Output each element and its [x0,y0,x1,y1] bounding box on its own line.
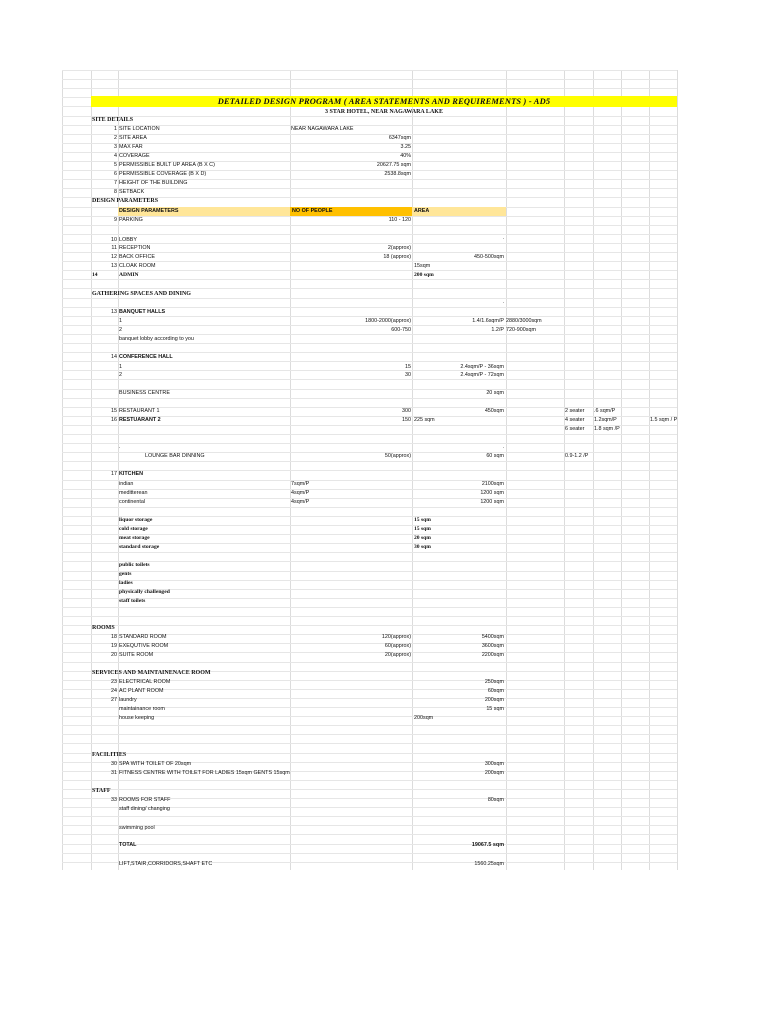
grid-row-line [62,789,677,790]
row-value: 300 [402,408,411,414]
row-number: 20 [111,652,117,658]
row-label: KITCHEN [119,471,143,477]
row-area: 2200sqm [481,652,504,658]
document-subtitle: 3 STAR HOTEL, NEAR NAGAWARA LAKE [325,109,443,115]
row-label: PARKING [119,217,143,223]
row-label: meat storage [119,535,150,541]
row-value: 40% [400,153,411,159]
row-area: 1200 sqm [480,490,504,496]
grid-row-line [62,188,677,189]
row-number: 30 [111,761,117,767]
grid-row-line [62,461,677,462]
row-rate: 1.2/P [491,327,504,333]
row-number: 12 [111,254,117,260]
row-area: 250sqm [484,679,504,685]
row-area: 200sqm [414,715,434,721]
dot-mark: . [503,299,505,305]
column-header: AREA [414,208,430,214]
grid-row-line [62,816,677,817]
row-number: 31 [111,770,117,776]
grid-row-line [62,698,677,699]
row-area: 2100sqm [481,481,504,487]
row-value: 50(approx) [384,453,411,459]
section-design-parameters: DESIGN PARAMETERS [92,198,159,204]
row-label: PERMISSIBLE COVERAGE (B X D) [119,171,207,177]
row-index: 2 [119,327,122,333]
seater-label: 6 seater [565,426,585,432]
row-index: 2 [119,372,122,378]
row-number: 18 [111,634,117,640]
dot-mark: . [119,444,121,450]
row-label: SPA WITH TOILET OF 20sqm [119,761,192,767]
row-area: 720-900sqm [506,327,536,333]
row-number: 33 [111,797,117,803]
row-area: 1200 sqm [480,499,504,505]
row-area: 450sqm [484,408,504,414]
grid-row-line [62,279,677,280]
row-label: ADMIN [119,272,139,278]
row-number: 11 [111,245,117,251]
row-label: COVERAGE [119,153,150,159]
grid-column-line [677,70,678,870]
row-index: 1 [119,364,122,370]
grid-row-line [62,489,677,490]
row-value: NEAR NAGAWARA LAKE [291,126,354,132]
row-label: RECEPTION [119,245,151,251]
grid-row-line [62,443,677,444]
row-index: 1 [119,318,122,324]
row-number: 17 [111,471,117,477]
grid-row-line [62,552,677,553]
row-label: SETBACK [119,189,145,195]
row-label: AC PLANT ROOM [119,688,164,694]
row-label: standard storage [119,544,160,550]
row-number: 7 [114,180,117,186]
row-label: ladies [119,580,133,586]
row-label: staff dining/ changing [119,806,170,812]
row-number: 1 [114,126,117,132]
row-area: 60 sqm [486,453,504,459]
row-label: BANQUET HALLS [119,309,166,315]
row-area: 450-500sqm [474,254,504,260]
grid-row-line [62,571,677,572]
grid-row-line [62,753,677,754]
row-number: 13 [111,309,117,315]
row-area: 30 sqm [414,544,431,550]
row-number: 8 [114,189,117,195]
section-services: SERVICES AND MAINTAINENACE ROOM [92,670,211,676]
grid-row-line [62,625,677,626]
section-gathering: GATHERING SPACES AND DINING [92,291,191,297]
row-area: 200sqm [484,697,504,703]
row-area: 20 sqm [486,390,504,396]
row-value: 1800-2000(approx) [365,318,411,324]
grid-row-line [62,516,677,517]
grid-row-line [62,598,677,599]
row-label: house keeping [119,715,155,721]
row-value: 120(approx) [381,634,411,640]
row-label: STANDARD ROOM [119,634,167,640]
seater-rate: .6 sqm/P [594,408,616,414]
row-number: 13 [111,263,117,269]
grid-row-line [62,734,677,735]
grid-row-line [62,88,677,89]
row-number: 14 [111,354,117,360]
row-label: EXEQUTIVE ROOM [119,643,169,649]
row-value: 110 - 120 [388,217,411,223]
row-area: 15 sqm [414,517,431,523]
grid-row-line [62,525,677,526]
row-area: 200sqm [484,770,504,776]
grid-row-line [62,425,677,426]
row-rate: 4sqm/P [291,499,310,505]
row-value: 60(approx) [384,643,411,649]
row-area: 2.4sqm/P - 36sqm [460,364,504,370]
row-number: 4 [114,153,117,159]
row-label: CONFERENCE HALL [119,354,173,360]
row-value: 600-750 [391,327,411,333]
grid-row-line [62,470,677,471]
seater-label: 4 seater [565,417,585,423]
row-label: LOBBY [119,237,137,243]
row-number: 10 [111,237,117,243]
row-area: 5400sqm [481,634,504,640]
row-area: 3600sqm [481,643,504,649]
row-value: 6347sqm [388,135,411,141]
grid-row-line [62,834,677,835]
row-area: 2.4sqm/P - 72sqm [460,372,504,378]
row-label: ELECTRICAL ROOM [119,679,171,685]
grid-row-line [62,480,677,481]
row-rate: 7sqm/P [291,481,310,487]
row-label: continental [119,499,146,505]
row-label: FITNESS CENTRE WITH TOILET FOR LADIES 15sqm GENTS 15sqm [119,770,290,776]
row-note: banquet lobby according to you [119,336,194,342]
row-label: indian [119,481,134,487]
grid-row-line [62,743,677,744]
section-site-details: SITE DETAILS [92,117,134,123]
grid-row-line [62,616,677,617]
dot-mark: . [503,235,505,241]
grid-row-line [62,498,677,499]
column-header: NO OF PEOPLE [292,208,333,214]
row-value: 20627.75 sqm [376,162,411,168]
row-label: SITE AREA [119,135,147,141]
row-value: 30 [405,372,411,378]
row-number: 27 [111,697,117,703]
section-rooms: ROOMS [92,625,115,631]
row-area: 300sqm [484,761,504,767]
row-number: 3 [114,144,117,150]
row-label: maintainance room [119,706,165,712]
row-label: PERMISSIBLE BUILT UP AREA (B X C) [119,162,215,168]
document-title: DETAILED DESIGN PROGRAM ( AREA STATEMENTS AND REQUIREMENTS ) - AD5 [217,97,551,106]
total-value: 19067.5 sqm [471,842,504,848]
section-staff: STAFF [92,788,111,794]
row-label: LOUNGE BAR DINNING [145,453,205,459]
row-value: 18 (approx) [383,254,411,260]
row-value: 2(approx) [387,245,411,251]
row-area: 225 sqm [414,417,435,423]
row-area: 20 sqm [414,535,431,541]
row-value: 20(approx) [384,652,411,658]
grid-row-line [62,534,677,535]
row-number: 24 [111,688,117,694]
row-label: BACK OFFICE [119,254,155,260]
section-facilities: FACILITIES [92,752,127,758]
row-area: 60sqm [487,688,504,694]
spreadsheet [62,70,677,870]
grid-row-line [62,844,677,845]
seater-label: 2 seater [565,408,585,414]
row-label: cold storage [119,526,148,532]
row-number: 16 [111,417,117,423]
row-value: 2538.8sqm [384,171,411,177]
row-label: RESTAURANT 1 [119,408,160,414]
row-label: gents [119,571,132,577]
row-label: LIFT,STAIR,CORRIDORS,SHAFT ETC [119,861,213,867]
row-value: 150 [402,417,411,423]
row-rate: 4sqm/P [291,490,310,496]
seater-rate: 1.8 sqm /P [594,426,620,432]
row-label: MAX FAR [119,144,143,150]
row-area: 200 sqm [414,272,434,278]
row-value: 3.25 [400,144,411,150]
row-label: SUITE ROOM [119,652,154,658]
grid-row-line [62,725,677,726]
row-number: 5 [114,162,117,168]
grid-row-line [62,561,677,562]
row-label: SITE LOCATION [119,126,160,132]
grid-row-line [62,234,677,235]
grid-row-line [62,79,677,80]
row-rate: 1.4/1.6sqm/P [472,318,504,324]
grid-row-line [62,70,677,71]
row-number: 15 [111,408,117,414]
grid-row-line [62,607,677,608]
row-label: ROOMS FOR STAFF [119,797,171,803]
row-label: physically challenged [119,589,170,595]
row-label: meditterean [119,490,148,496]
dot-mark: . [503,444,505,450]
row-area: 1560.25sqm [474,861,504,867]
row-number: 19 [111,643,117,649]
grid-row-line [62,580,677,581]
grid-row-line [62,780,677,781]
row-area: 15 sqm [486,706,504,712]
row-label: liquor storage [119,517,153,523]
grid-row-line [62,434,677,435]
row-number: 6 [114,171,117,177]
row-label: public toilets [119,562,150,568]
grid-row-line [62,507,677,508]
row-number: 14 [92,272,98,278]
row-area: 15 sqm [414,526,431,532]
seater-extra: 1.5 sqm / P [650,417,678,423]
row-number: 9 [114,217,117,223]
grid-row-line [62,716,677,717]
row-label: swimming pool [119,825,155,831]
row-rate: 0.9-1.2 /P [565,453,589,459]
seater-rate: 1.2sqm/P [594,417,617,423]
row-value: 15 [405,364,411,370]
column-header: DESIGN PARAMETERS [119,208,179,214]
row-area: 15sqm [414,263,431,269]
row-label: RESTUARANT 2 [119,417,161,423]
row-area: 80sqm [487,797,504,803]
row-area: 2880/3000sqm [506,318,542,324]
total-label: TOTAL [119,842,137,848]
row-label: staff toilets [119,598,146,604]
grid-row-line [62,853,677,854]
row-label: laundry [119,697,137,703]
row-number: 2 [114,135,117,141]
row-label: CLOAK ROOM [119,263,156,269]
grid-row-line [62,662,677,663]
row-label: HEIGHT OF THE BUILDING [119,180,188,186]
row-number: 23 [111,679,117,685]
row-label: BUSINESS CENTRE [119,390,170,396]
